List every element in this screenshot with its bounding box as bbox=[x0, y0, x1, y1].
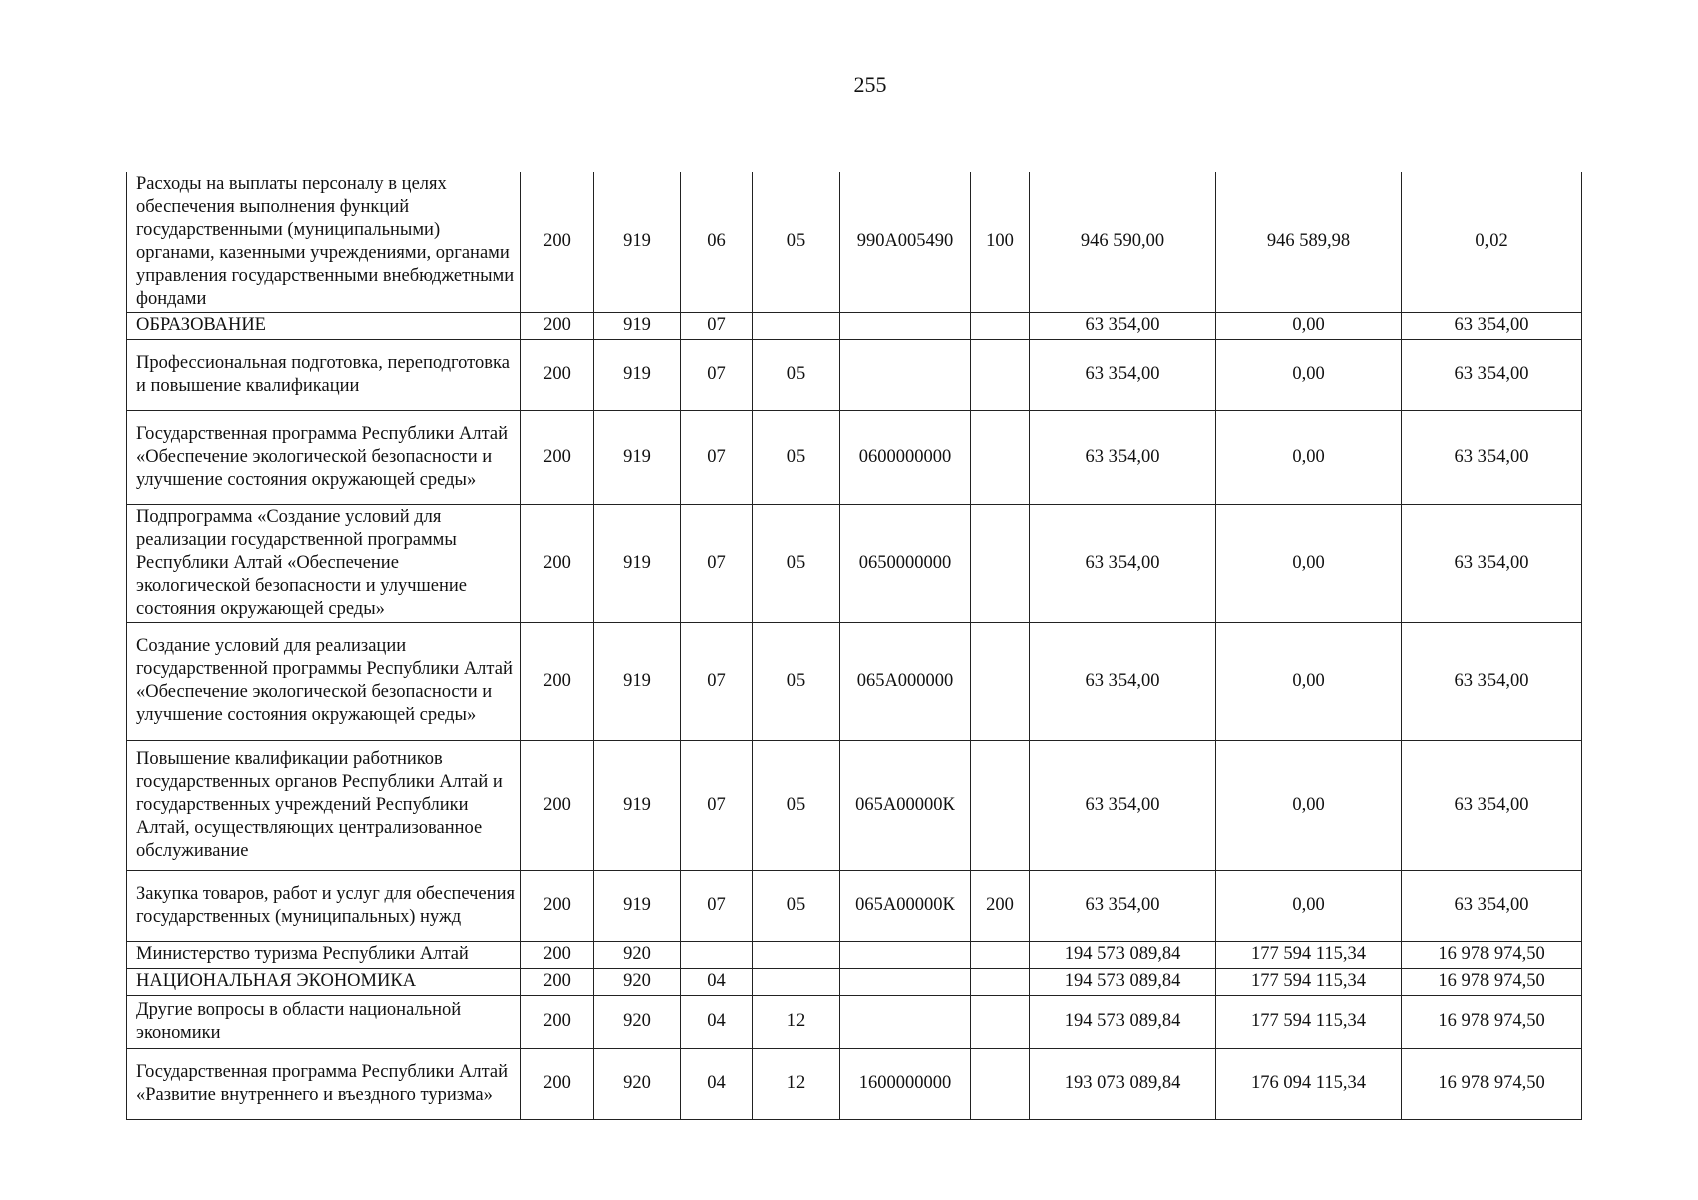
cell-code-5: 0600000000 bbox=[840, 410, 971, 504]
cell-code-1: 200 bbox=[521, 410, 594, 504]
cell-amount-3: 63 354,00 bbox=[1402, 622, 1582, 740]
cell-code-6 bbox=[971, 504, 1030, 622]
cell-code-2: 919 bbox=[594, 870, 681, 941]
cell-code-1: 200 bbox=[521, 504, 594, 622]
cell-code-3: 07 bbox=[681, 740, 753, 870]
cell-code-3: 07 bbox=[681, 622, 753, 740]
table-row bbox=[127, 870, 1582, 941]
table-row bbox=[127, 740, 1582, 870]
cell-code-5 bbox=[840, 968, 971, 995]
cell-amount-3: 0,02 bbox=[1402, 172, 1582, 312]
cell-code-3: 07 bbox=[681, 410, 753, 504]
cell-code-2: 919 bbox=[594, 504, 681, 622]
table-row bbox=[127, 312, 1582, 339]
cell-code-4: 05 bbox=[753, 410, 840, 504]
cell-code-3: 04 bbox=[681, 995, 753, 1048]
cell-code-5: 065А00000К bbox=[840, 740, 971, 870]
cell-code-3: 04 bbox=[681, 968, 753, 995]
cell-code-3: 04 bbox=[681, 1048, 753, 1119]
cell-code-5: 990А005490 bbox=[840, 172, 971, 312]
cell-code-4: 05 bbox=[753, 870, 840, 941]
row-name: Создание условий для реализации государственной программы Республики Алтай «Обеспечение экологической безопасности и улучшение состояния окружающей среды» bbox=[127, 622, 521, 740]
cell-amount-3: 63 354,00 bbox=[1402, 870, 1582, 941]
table-row bbox=[127, 941, 1582, 968]
cell-code-2: 919 bbox=[594, 172, 681, 312]
cell-code-4: 05 bbox=[753, 339, 840, 410]
cell-code-3 bbox=[681, 941, 753, 968]
cell-code-4: 12 bbox=[753, 1048, 840, 1119]
cell-code-5: 1600000000 bbox=[840, 1048, 971, 1119]
cell-code-2: 920 bbox=[594, 1048, 681, 1119]
cell-code-1: 200 bbox=[521, 870, 594, 941]
cell-code-4: 05 bbox=[753, 172, 840, 312]
cell-code-5: 065А000000 bbox=[840, 622, 971, 740]
cell-code-1: 200 bbox=[521, 172, 594, 312]
cell-code-5 bbox=[840, 339, 971, 410]
cell-amount-1: 946 590,00 bbox=[1030, 172, 1216, 312]
cell-code-6 bbox=[971, 941, 1030, 968]
cell-code-4: 05 bbox=[753, 740, 840, 870]
cell-code-1: 200 bbox=[521, 622, 594, 740]
budget-table bbox=[126, 172, 1582, 1120]
cell-amount-1: 194 573 089,84 bbox=[1030, 968, 1216, 995]
row-name: Подпрограмма «Создание условий для реализации государственной программы Республики Алтай «Обеспечение экологической безопасности и улучшение состояния окружающей среды» bbox=[127, 504, 521, 622]
cell-code-1: 200 bbox=[521, 995, 594, 1048]
cell-code-5: 065А00000К bbox=[840, 870, 971, 941]
table-row bbox=[127, 410, 1582, 504]
row-name: Профессиональная подготовка, переподготовка и повышение квалификации bbox=[127, 339, 521, 410]
table-row bbox=[127, 504, 1582, 622]
cell-amount-1: 63 354,00 bbox=[1030, 339, 1216, 410]
cell-code-6 bbox=[971, 995, 1030, 1048]
cell-code-6 bbox=[971, 1048, 1030, 1119]
cell-code-1: 200 bbox=[521, 1048, 594, 1119]
cell-code-3: 06 bbox=[681, 172, 753, 312]
cell-amount-1: 194 573 089,84 bbox=[1030, 995, 1216, 1048]
cell-amount-3: 63 354,00 bbox=[1402, 740, 1582, 870]
cell-code-4: 12 bbox=[753, 995, 840, 1048]
cell-code-3: 07 bbox=[681, 312, 753, 339]
cell-amount-1: 194 573 089,84 bbox=[1030, 941, 1216, 968]
cell-code-6 bbox=[971, 968, 1030, 995]
cell-code-6 bbox=[971, 622, 1030, 740]
cell-amount-2: 177 594 115,34 bbox=[1216, 941, 1402, 968]
row-name: Повышение квалификации работников государственных органов Республики Алтай и государственных учреждений Республики Алтай, осуществляющих централизованное обслуживание bbox=[127, 740, 521, 870]
cell-amount-3: 63 354,00 bbox=[1402, 504, 1582, 622]
cell-amount-1: 63 354,00 bbox=[1030, 504, 1216, 622]
cell-amount-2: 0,00 bbox=[1216, 504, 1402, 622]
page-number: 255 bbox=[853, 72, 887, 97]
cell-code-6: 100 bbox=[971, 172, 1030, 312]
cell-code-2: 920 bbox=[594, 995, 681, 1048]
cell-code-3: 07 bbox=[681, 504, 753, 622]
cell-code-5 bbox=[840, 312, 971, 339]
cell-code-6 bbox=[971, 339, 1030, 410]
cell-code-6 bbox=[971, 740, 1030, 870]
cell-code-3: 07 bbox=[681, 339, 753, 410]
cell-code-2: 919 bbox=[594, 622, 681, 740]
cell-amount-2: 0,00 bbox=[1216, 622, 1402, 740]
row-name: Другие вопросы в области национальной экономики bbox=[127, 995, 521, 1048]
cell-code-2: 919 bbox=[594, 740, 681, 870]
cell-code-6 bbox=[971, 312, 1030, 339]
cell-amount-3: 63 354,00 bbox=[1402, 410, 1582, 504]
cell-code-4 bbox=[753, 968, 840, 995]
cell-code-4 bbox=[753, 941, 840, 968]
cell-code-2: 919 bbox=[594, 410, 681, 504]
cell-amount-1: 63 354,00 bbox=[1030, 312, 1216, 339]
cell-amount-1: 63 354,00 bbox=[1030, 740, 1216, 870]
cell-amount-2: 177 594 115,34 bbox=[1216, 968, 1402, 995]
table-row bbox=[127, 1048, 1582, 1119]
cell-amount-3: 16 978 974,50 bbox=[1402, 1048, 1582, 1119]
cell-code-2: 920 bbox=[594, 941, 681, 968]
row-name: Министерство туризма Республики Алтай bbox=[127, 941, 521, 968]
cell-amount-2: 946 589,98 bbox=[1216, 172, 1402, 312]
cell-code-5: 0650000000 bbox=[840, 504, 971, 622]
cell-code-1: 200 bbox=[521, 339, 594, 410]
cell-amount-2: 0,00 bbox=[1216, 312, 1402, 339]
cell-code-1: 200 bbox=[521, 312, 594, 339]
cell-code-1: 200 bbox=[521, 740, 594, 870]
cell-amount-1: 193 073 089,84 bbox=[1030, 1048, 1216, 1119]
table-row bbox=[127, 172, 1582, 312]
cell-amount-3: 63 354,00 bbox=[1402, 312, 1582, 339]
cell-amount-3: 16 978 974,50 bbox=[1402, 995, 1582, 1048]
cell-code-2: 919 bbox=[594, 312, 681, 339]
table-row bbox=[127, 339, 1582, 410]
cell-amount-2: 0,00 bbox=[1216, 870, 1402, 941]
cell-code-4: 05 bbox=[753, 622, 840, 740]
cell-amount-1: 63 354,00 bbox=[1030, 622, 1216, 740]
cell-code-1: 200 bbox=[521, 968, 594, 995]
table-row bbox=[127, 622, 1582, 740]
cell-amount-1: 63 354,00 bbox=[1030, 870, 1216, 941]
row-name: Закупка товаров, работ и услуг для обеспечения государственных (муниципальных) нужд bbox=[127, 870, 521, 941]
cell-amount-1: 63 354,00 bbox=[1030, 410, 1216, 504]
cell-amount-2: 176 094 115,34 bbox=[1216, 1048, 1402, 1119]
cell-code-4 bbox=[753, 312, 840, 339]
cell-code-3: 07 bbox=[681, 870, 753, 941]
row-name: Государственная программа Республики Алтай «Развитие внутреннего и въездного туризма» bbox=[127, 1048, 521, 1119]
table-row bbox=[127, 968, 1582, 995]
row-name: Государственная программа Республики Алтай «Обеспечение экологической безопасности и улучшение состояния окружающей среды» bbox=[127, 410, 521, 504]
cell-code-5 bbox=[840, 995, 971, 1048]
table-row bbox=[127, 995, 1582, 1048]
cell-amount-2: 0,00 bbox=[1216, 740, 1402, 870]
row-name: НАЦИОНАЛЬНАЯ ЭКОНОМИКА bbox=[127, 968, 521, 995]
cell-amount-3: 63 354,00 bbox=[1402, 339, 1582, 410]
cell-amount-3: 16 978 974,50 bbox=[1402, 968, 1582, 995]
cell-code-2: 919 bbox=[594, 339, 681, 410]
cell-amount-2: 0,00 bbox=[1216, 410, 1402, 504]
cell-amount-2: 0,00 bbox=[1216, 339, 1402, 410]
cell-code-5 bbox=[840, 941, 971, 968]
cell-code-4: 05 bbox=[753, 504, 840, 622]
cell-amount-3: 16 978 974,50 bbox=[1402, 941, 1582, 968]
cell-code-1: 200 bbox=[521, 941, 594, 968]
row-name: ОБРАЗОВАНИЕ bbox=[127, 312, 521, 339]
cell-amount-2: 177 594 115,34 bbox=[1216, 995, 1402, 1048]
cell-code-6 bbox=[971, 410, 1030, 504]
cell-code-2: 920 bbox=[594, 968, 681, 995]
cell-code-6: 200 bbox=[971, 870, 1030, 941]
row-name: Расходы на выплаты персоналу в целях обеспечения выполнения функций государственными (муниципальными) органами, казенными учреждениями, органами управления государственными внебюджетными фондами bbox=[127, 172, 521, 312]
